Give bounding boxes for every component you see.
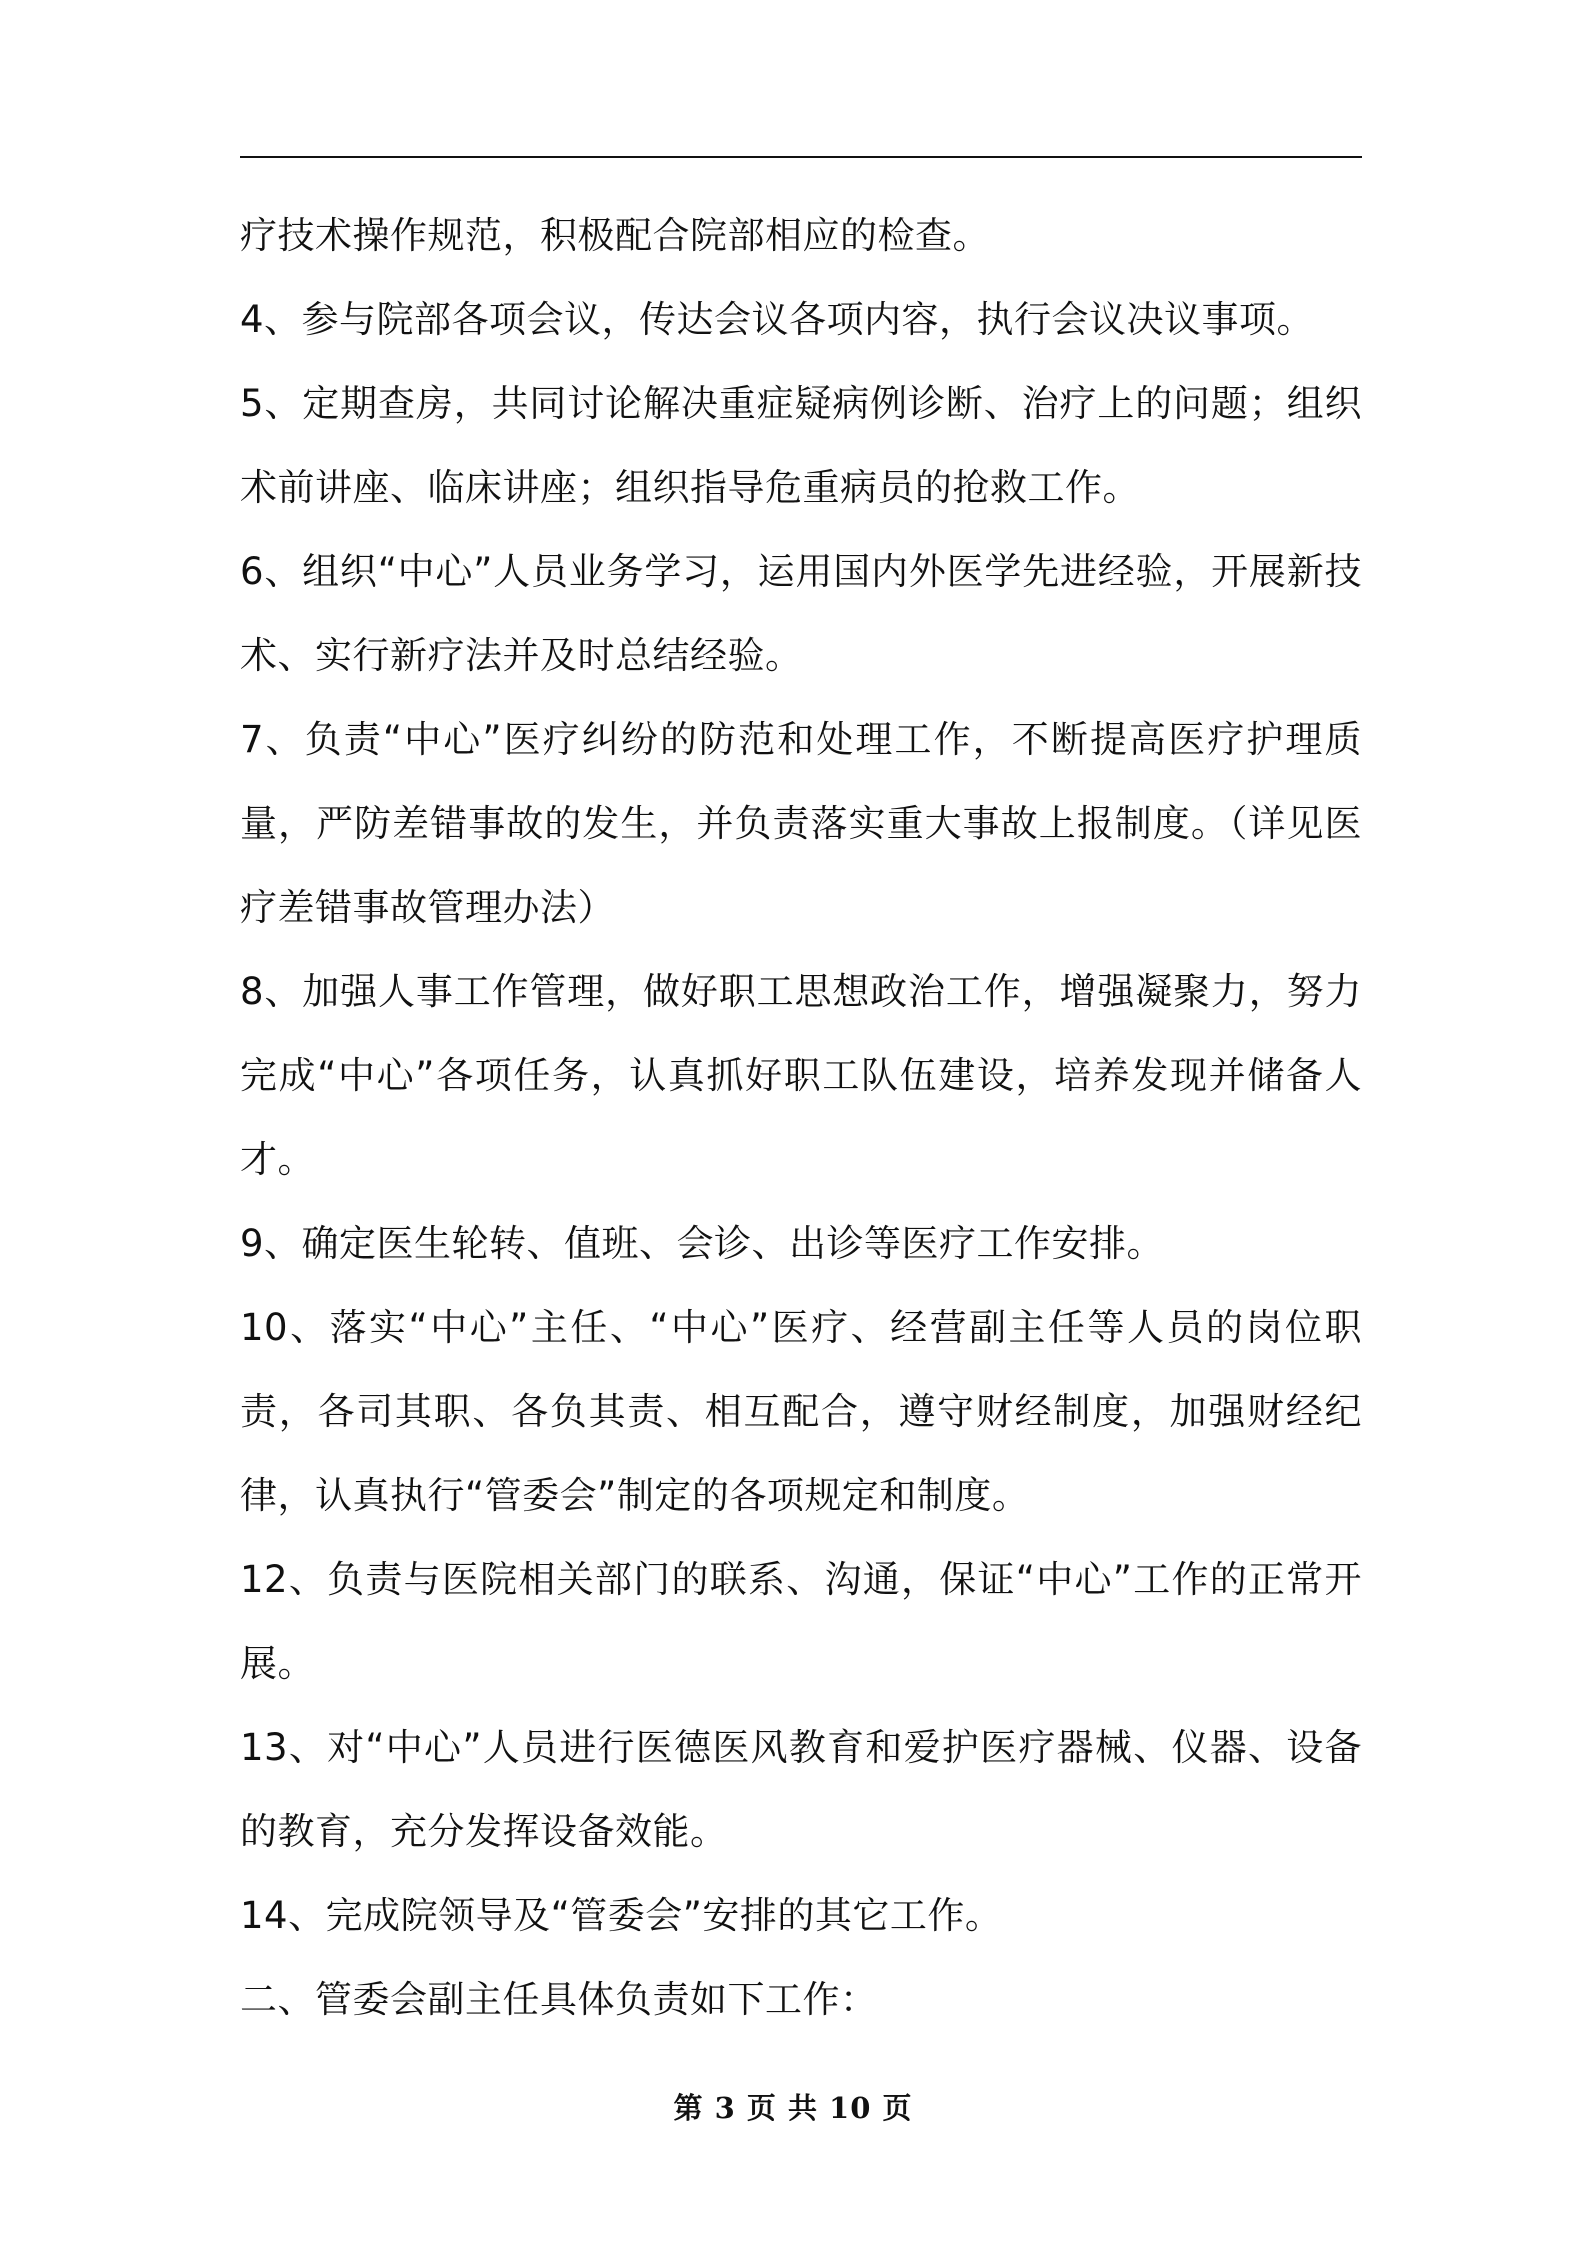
page-number-footer: 第 3 页 共 10 页: [673, 2091, 913, 2125]
paragraph-item-4: 4、参与院部各项会议，传达会议各项内容，执行会议决议事项。: [240, 298, 1315, 341]
paragraph-item-6: 6、组织“中心”人员业务学习，运用国内外医学先进经验，开展新技术、实行新疗法并及时总结经验。: [240, 550, 1362, 677]
paragraph-item-9: 9、确定医生轮转、值班、会诊、出诊等医疗工作安排。: [240, 1222, 1165, 1265]
paragraph-item-12: 12、负责与医院相关部门的联系、沟通，保证“中心”工作的正常开展。: [240, 1558, 1362, 1685]
paragraph-item-10: 10、落实“中心”主任、“中心”医疗、经营副主任等人员的岗位职责，各司其职、各负其责、相互配合，遵守财经制度，加强财经纪律，认真执行“管委会”制定的各项规定和制度。: [240, 1306, 1362, 1517]
paragraph-item-5: 5、定期查房，共同讨论解决重症疑病例诊断、治疗上的问题；组织术前讲座、临床讲座；组织指导危重病员的抢救工作。: [240, 382, 1362, 509]
paragraph-item-13: 13、对“中心”人员进行医德医风教育和爱护医疗器械、仪器、设备的教育，充分发挥设备效能。: [240, 1726, 1362, 1853]
paragraph-item-8: 8、加强人事工作管理，做好职工思想政治工作，增强凝聚力，努力完成“中心”各项任务，认真抓好职工队伍建设，培养发现并储备人才。: [240, 970, 1362, 1181]
document-body: [240, 194, 1362, 2042]
header-rule: [240, 156, 1362, 158]
section-heading: 二、管委会副主任具体负责如下工作：: [240, 1978, 878, 2021]
paragraph-item-14: 14、完成院领导及“管委会”安排的其它工作。: [240, 1894, 1003, 1937]
paragraph-continuation: 疗技术操作规范，积极配合院部相应的检查。: [240, 214, 990, 257]
paragraph-item-7: 7、负责“中心”医疗纠纷的防范和处理工作，不断提高医疗护理质量，严防差错事故的发生，并负责落实重大事故上报制度。（详见医疗差错事故管理办法）: [240, 718, 1362, 929]
